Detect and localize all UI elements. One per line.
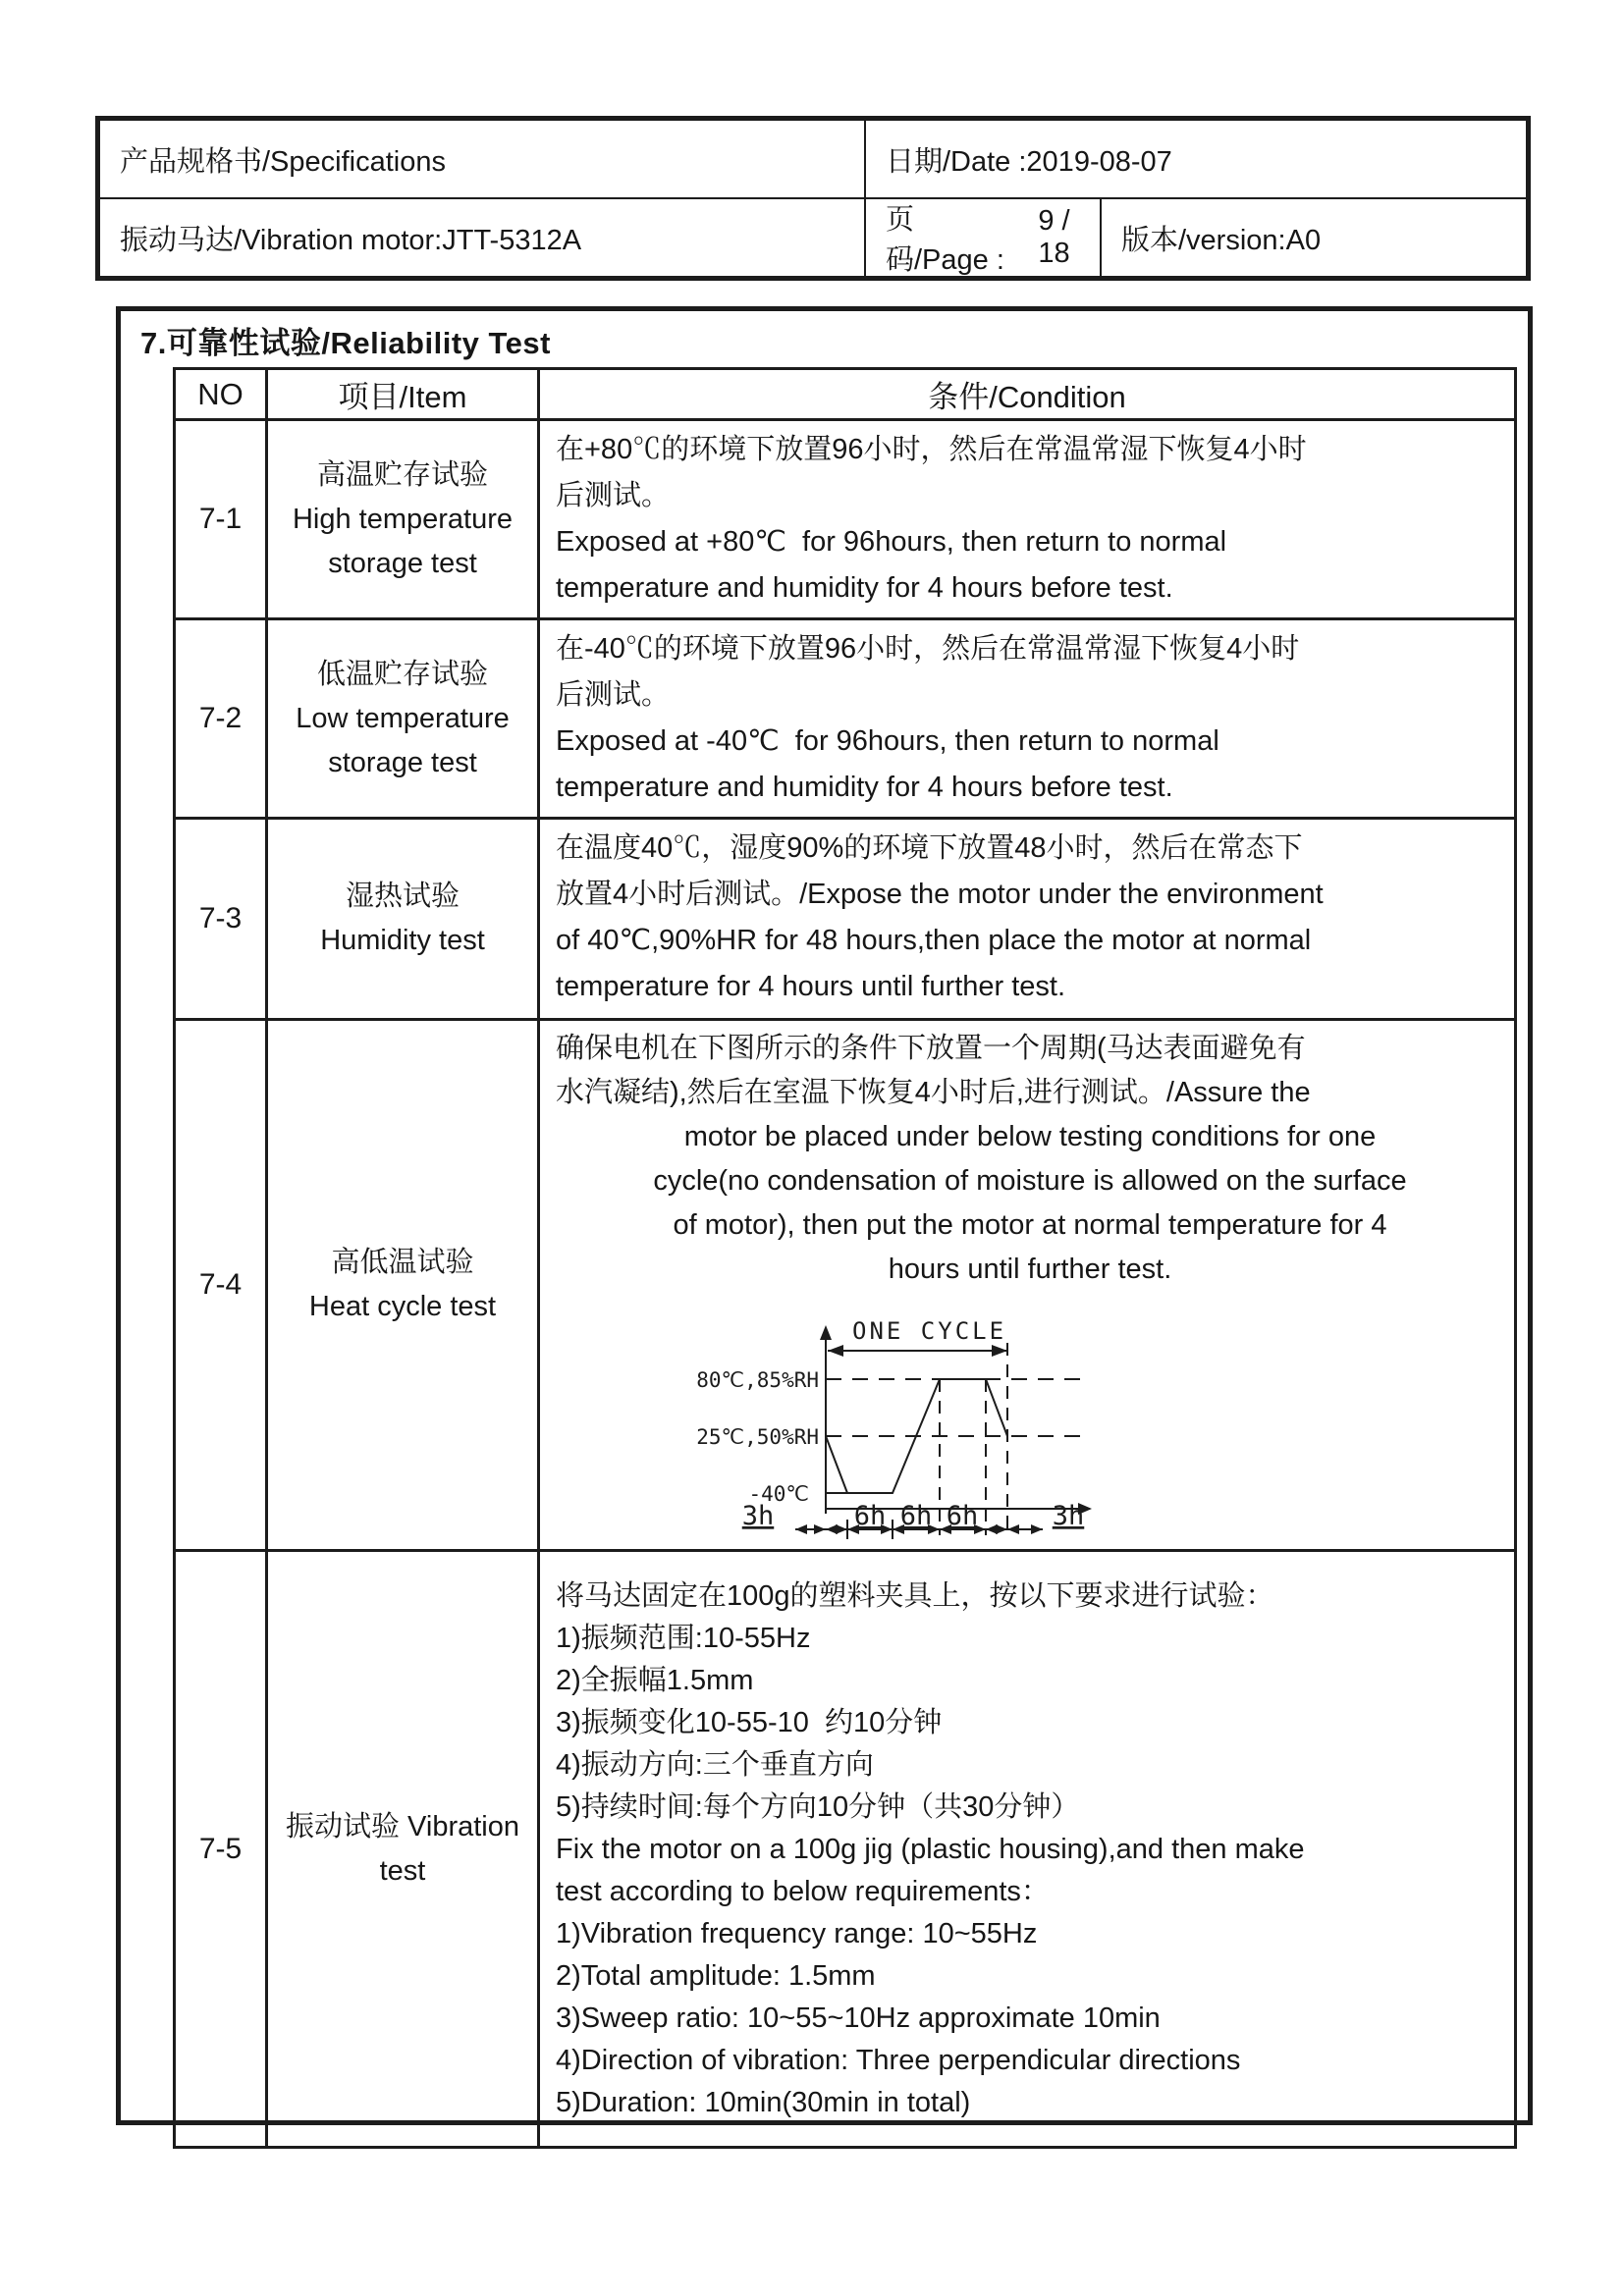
row-item: 低温贮存试验 Low temperature storage test: [267, 619, 539, 819]
row-condition: 确保电机在下图所示的条件下放置一个周期(马达表面避免有 水汽凝结),然后在室温下恢复4小时后,进行测试。/Assure the motor be placed under below testing conditions for one cycle(no condensation of moisture is allowed on the surface of motor), then put the motor at normal temperature for 4 hours until further test. ONE CYCLE 80℃,85%RH 25℃,50%RH -40℃ 3h 6h 6h 6h 3h: [539, 1020, 1516, 1551]
row-item: 振动试验 Vibration test: [267, 1551, 539, 2148]
row-condition: 在+80℃的环境下放置96小时，然后在常温常湿下恢复4小时 后测试。 Exposed at +80℃ for 96hours, then return to normal temperature and humidity for 4 hours before test.: [539, 420, 1516, 619]
row-condition: 在温度40℃，湿度90%的环境下放置48小时，然后在常态下 放置4小时后测试。/Expose the motor under the environment of 40℃,90%HR for 48 hours,then place the motor at normal temperature for 4 hours until further test.: [539, 819, 1516, 1020]
row-condition: 在-40℃的环境下放置96小时，然后在常温常湿下恢复4小时 后测试。 Exposed at -40℃ for 96hours, then return to normal temperature and humidity for 4 hours before test.: [539, 619, 1516, 819]
reliability-test-section: [116, 306, 1533, 2125]
header-row-1: [100, 121, 1526, 197]
col-header-item: 项目/Item: [267, 369, 539, 420]
time-label: 6h: [946, 1501, 979, 1531]
row-condition: 将马达固定在100g的塑料夹具上，按以下要求进行试验： 1)振频范围:10-55Hz 2)全振幅1.5mm 3)振频变化10-55-10 约10分钟 4)振动方向:三个垂直方向 5)持续时间:每个方向10分钟（共30分钟） Fix the motor on a 100g jig (plastic housing),and then make test according to below requirements： 1)Vibration frequency range: 10~55Hz 2)Total amplitude: 1.5mm 3)Sweep ratio: 10~55~10Hz approximate 10min 4)Direction of vibration: Three perpendicular directions 5)Duration: 10min(30min in total): [539, 1551, 1516, 2148]
page-number: 9 / 18: [1038, 205, 1070, 269]
row-no: 7-3: [175, 819, 267, 1020]
row-no: 7-2: [175, 619, 267, 819]
row-item: 高温贮存试验 High temperature storage test: [267, 420, 539, 619]
level-label-low: -40℃: [748, 1482, 809, 1506]
date-field: 日期/Date :2019-08-07: [864, 121, 1526, 197]
table-row: [175, 1551, 1516, 2148]
version-field: 版本/version:A0: [1100, 199, 1526, 276]
table-row: [175, 819, 1516, 1020]
time-label: 3h: [741, 1501, 775, 1531]
reliability-table: [173, 367, 1517, 2149]
page-label: 页码/Page :: [886, 204, 1004, 276]
product-field: 振动马达/Vibration motor:JTT-5312A: [120, 224, 582, 256]
time-label: 3h: [1052, 1501, 1085, 1531]
table-header-row: [175, 369, 1516, 420]
row-no: 7-1: [175, 420, 267, 619]
section-title: 7.可靠性试验/Reliability Test: [140, 326, 551, 360]
header-table: [95, 116, 1531, 281]
row-item: 湿热试验 Humidity test: [267, 819, 539, 1020]
level-label-high: 80℃,85%RH: [696, 1368, 819, 1392]
heat-cycle-chart: [693, 1296, 1115, 1543]
table-row: [175, 619, 1516, 819]
row-no: 7-4: [175, 1020, 267, 1551]
table-row: [175, 1020, 1516, 1551]
time-label: 6h: [899, 1501, 933, 1531]
spec-title: 产品规格书/Specifications: [120, 145, 446, 178]
level-label-mid: 25℃,50%RH: [696, 1425, 819, 1449]
row-no: 7-5: [175, 1551, 267, 2148]
col-header-condition: 条件/Condition: [539, 369, 1516, 420]
row-item: 高低温试验 Heat cycle test: [267, 1020, 539, 1551]
time-label: 6h: [853, 1501, 887, 1531]
page-field: [864, 199, 1100, 276]
chart-title: ONE CYCLE: [852, 1317, 1007, 1345]
table-row: [175, 420, 1516, 619]
header-row-2: [100, 197, 1526, 276]
col-header-no: NO: [175, 369, 267, 420]
